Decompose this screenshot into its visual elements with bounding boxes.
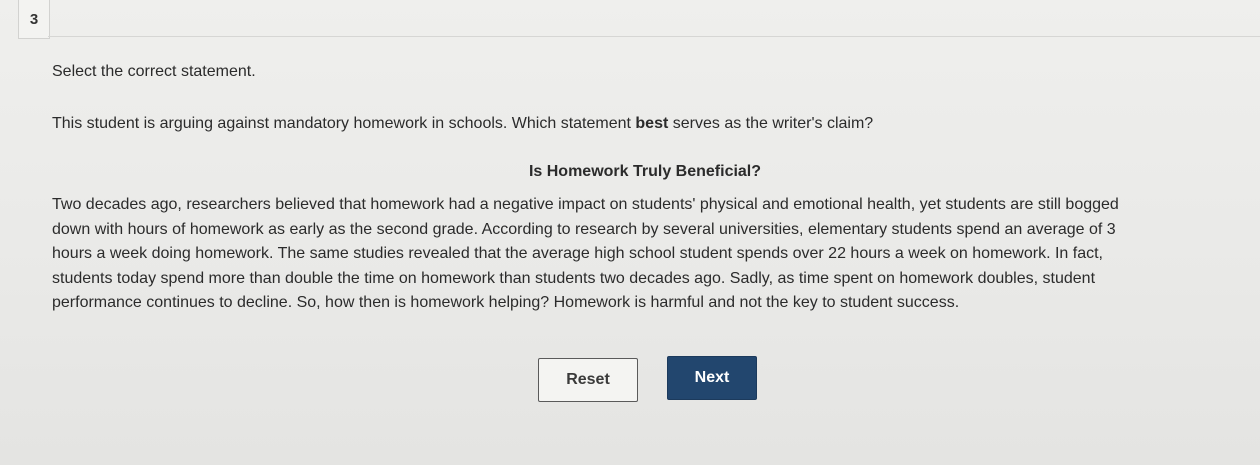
passage-sentence[interactable]: down with hours of homework as early as the second grade. According to research by several universities, elementary students spend an average of 3	[52, 220, 1116, 238]
reset-button[interactable]: Reset	[538, 358, 638, 402]
passage-title: Is Homework Truly Beneficial?	[528, 163, 762, 180]
prompt-text-start: This student is arguing against mandatory homework in schools. Which statement	[52, 115, 636, 132]
passage-sentence[interactable]: performance continues to decline. So, how then is homework helping? Homework is harmful and not the key to student success.	[52, 294, 960, 311]
question-number: 3	[18, 0, 50, 39]
question-prompt	[52, 115, 873, 133]
passage-sentence[interactable]: Two decades ago, researchers believed that homework had a negative impact on students' physical and emotional health, yet students are still bogged	[52, 196, 1119, 213]
prompt-text-end: serves as the writer's claim?	[668, 115, 874, 132]
passage-sentence[interactable]: hours a week doing homework. The same studies revealed that the average high school student spends over 22 hours a week on homework. In fact,	[52, 245, 1103, 262]
prompt-emphasis: best	[635, 115, 669, 132]
passage-body	[52, 193, 1217, 316]
divider	[48, 36, 1260, 37]
next-button[interactable]: Next	[667, 356, 757, 400]
instruction-text: Select the correct statement.	[52, 63, 256, 80]
passage-sentence[interactable]: students today spend more than double the time on homework than students two decades ago. Sadly, as time spent on homework doubles, student	[52, 269, 1096, 287]
